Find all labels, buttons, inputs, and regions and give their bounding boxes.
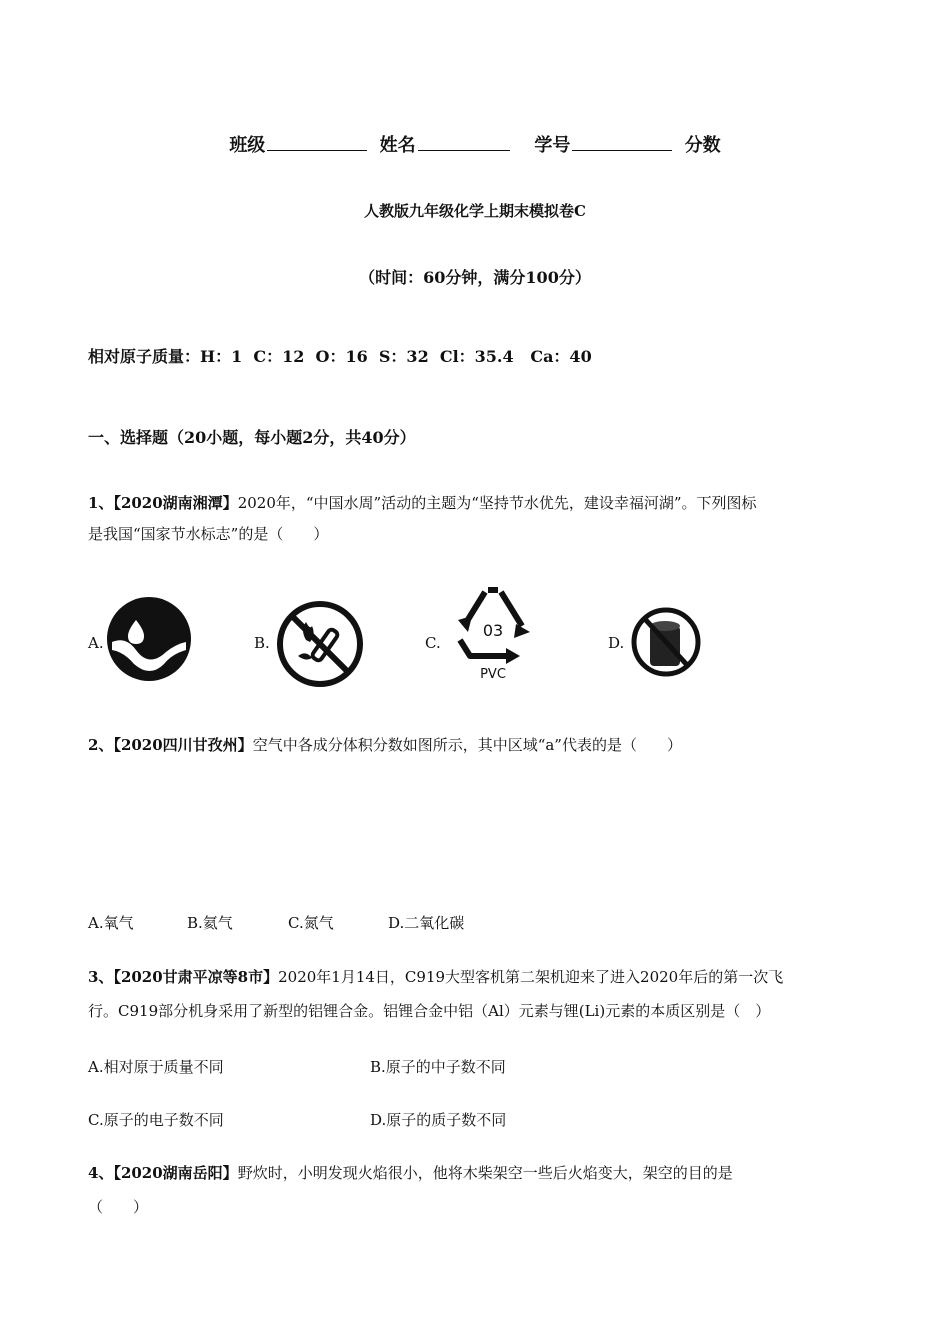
water-saving-icon[interactable]	[106, 596, 192, 682]
q3-option-c[interactable]: C.原子的电子数不同	[88, 1111, 224, 1129]
q1-text-line1: 2020年，“中国水周”活动的主题为“坚持节水优先，建设幸福河湖”。下列图标	[237, 494, 757, 512]
page-title: 人教版九年级化学上期末模拟卷C	[364, 202, 586, 220]
name-blank[interactable]	[418, 134, 510, 151]
recycle-code: 03	[482, 621, 504, 640]
q2-option-b[interactable]: B.氦气	[187, 914, 233, 932]
q3-number: 3、	[88, 968, 114, 986]
q1-text-line2: 是我国“国家节水标志”的是（ ）	[88, 525, 329, 543]
no-smoking-icon[interactable]	[276, 600, 364, 688]
q2-number: 2、	[88, 736, 114, 754]
question-3	[88, 966, 878, 1021]
score-label: 分数	[684, 135, 721, 156]
no-dumping-barrel-icon[interactable]	[630, 602, 702, 682]
q1-option-b-label[interactable]: B.	[254, 634, 270, 652]
q1-source-tag: 【2020湖南湘潭】	[113, 494, 238, 512]
id-blank[interactable]	[572, 134, 672, 151]
question-2	[88, 734, 682, 755]
q3-text-line1: 2020年1月14日，C919大型客机第二架机迎来了进入2020年后的第一次飞	[278, 968, 784, 986]
student-info-line	[0, 131, 950, 157]
q1-number: 1、	[88, 494, 114, 512]
q2-options	[88, 912, 464, 933]
q2-option-a[interactable]: A.氧气	[88, 914, 134, 932]
q2-option-c[interactable]: C.氮气	[288, 914, 334, 932]
recycle-pvc-icon[interactable]	[450, 584, 536, 684]
q1-option-c-label[interactable]: C.	[425, 634, 441, 652]
q2-source-tag: 【2020四川甘孜州】	[113, 736, 253, 754]
q4-number: 4、	[88, 1164, 114, 1182]
q3-text-line2: 行。C919部分机身采用了新型的铝锂合金。铝锂合金中铝（Al）元素与锂(Li)元素的本质区别是（ ）	[88, 1002, 771, 1020]
q1-option-d-label[interactable]: D.	[608, 634, 625, 652]
atomic-mass-line: 相对原子质量：H：1 C：12 O：16 S：32 Cl：35.4 Ca：40	[88, 347, 592, 366]
q3-source-tag: 【2020甘肃平凉等8市】	[113, 968, 279, 986]
section-title: 一、选择题（20小题，每小题2分，共40分）	[88, 428, 416, 447]
q3-option-d[interactable]: D.原子的质子数不同	[370, 1111, 507, 1129]
q2-option-d[interactable]: D.二氧化碳	[388, 914, 465, 932]
q4-source-tag: 【2020湖南岳阳】	[113, 1164, 238, 1182]
q3-option-b[interactable]: B.原子的中子数不同	[370, 1058, 506, 1076]
class-label: 班级	[229, 135, 266, 156]
q4-text-line2: （ ）	[88, 1198, 149, 1216]
name-label: 姓名	[379, 135, 416, 156]
question-1	[88, 492, 868, 544]
recycle-label: PVC	[480, 667, 506, 682]
q3-option-a[interactable]: A.相对原于质量不同	[88, 1058, 224, 1076]
q2-text: 空气中各成分体积分数如图所示，其中区域“a”代表的是（ ）	[252, 736, 682, 754]
q4-text-line1: 野炊时，小明发现火焰很小，他将木柴架空一些后火焰变大，架空的目的是	[237, 1164, 733, 1182]
class-blank[interactable]	[267, 134, 367, 151]
q1-option-a-label[interactable]: A.	[88, 634, 104, 652]
id-label: 学号	[534, 135, 571, 156]
question-4	[88, 1162, 878, 1217]
time-info: （时间：60分钟，满分100分）	[359, 268, 591, 287]
